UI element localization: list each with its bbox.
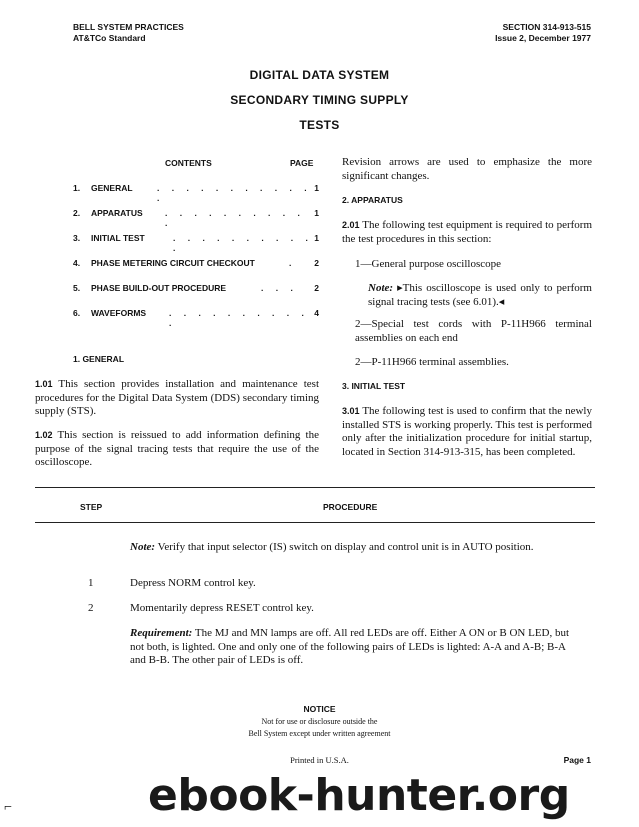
apparatus-note xyxy=(368,282,592,309)
header-practices: BELL SYSTEM PRACTICES xyxy=(73,22,184,32)
step-text: Momentarily depress RESET control key. xyxy=(130,602,314,614)
paragraph-1-01 xyxy=(35,378,319,419)
revision-text: Revision arrows are used to emphasize the more significant changes. xyxy=(342,156,592,182)
paragraph-text: The following test is used to confirm that the newly installed STS is working properly. This test is performed only after the initialization procedure for initial startup, located in Section 314-913-315, has been completed. xyxy=(342,405,592,458)
title-line-1: DIGITAL DATA SYSTEM xyxy=(249,68,390,82)
apparatus-item-2: 2—Special test cords with P-11H966 terminal assemblies on each end xyxy=(355,318,592,344)
requirement-text: The MJ and MN lamps are off. All red LEDs are off. Either A ON or B ON LED, but not both, is lighted. One and only one of the following pairs of LEDs is lighted: A-A and A-B; B-A and B-B. The other pair of LEDs is off. xyxy=(130,627,570,666)
contents-heading: CONTENTS xyxy=(165,158,212,168)
notice-line-2: Bell System except under written agreement xyxy=(248,729,391,738)
apparatus-item-3: 2—P-11H966 terminal assemblies. xyxy=(355,356,509,368)
header-right xyxy=(495,22,591,44)
header-left xyxy=(73,22,184,44)
requirement-label: Requirement: xyxy=(130,627,193,639)
paragraph-text: The following test equipment is required to perform the test procedures in this section: xyxy=(342,219,592,245)
watermark-text: ebook-hunter.org xyxy=(148,770,570,821)
paragraph-number: 1.02 xyxy=(35,430,53,440)
page-number: Page 1 xyxy=(563,755,591,765)
note-label: Note: xyxy=(130,541,156,553)
note-label: Note: xyxy=(368,282,394,294)
title-line-3: TESTS xyxy=(299,118,340,132)
scan-mark: ⌐ xyxy=(4,800,12,815)
initial-test-heading: 3. INITIAL TEST xyxy=(342,381,406,391)
step-text: Depress NORM control key. xyxy=(130,577,256,589)
header-issue: Issue 2, December 1977 xyxy=(495,33,591,43)
step-number: 2 xyxy=(88,602,94,614)
step-number: 1 xyxy=(88,577,94,589)
paragraph-number: 1.01 xyxy=(35,379,53,389)
table-top-rule xyxy=(35,487,595,488)
paragraph-number: 3.01 xyxy=(342,406,360,416)
step-heading: STEP xyxy=(80,502,103,512)
notice-heading: NOTICE xyxy=(303,704,336,714)
revision-arrow-icon: ◂ xyxy=(498,295,505,308)
apparatus-heading: 2. APPARATUS xyxy=(342,195,403,205)
paragraph-3-01 xyxy=(342,405,592,459)
paragraph-number: 2.01 xyxy=(342,220,360,230)
contents-page-heading: PAGE xyxy=(290,158,314,168)
paragraph-text: This section provides installation and maintenance test procedures for the Digital Data System (DDS) secondary timing supply (STS). xyxy=(35,378,319,417)
table-header-rule xyxy=(35,522,595,523)
header-standard: AT&TCo Standard xyxy=(73,33,146,43)
title-line-2: SECONDARY TIMING SUPPLY xyxy=(230,93,409,107)
procedure-heading: PROCEDURE xyxy=(323,502,378,512)
paragraph-2-01 xyxy=(342,219,592,246)
revision-arrow-icon: ▸ xyxy=(397,282,403,294)
apparatus-item-1: 1—General purpose oscilloscope xyxy=(355,258,502,270)
procedure-note xyxy=(130,541,582,555)
paragraph-text: This section is reissued to add information defining the purpose of the signal tracing tests that require the use of the oscilloscope. xyxy=(35,429,319,468)
paragraph-1-02 xyxy=(35,429,319,470)
watermark-logo xyxy=(148,770,628,820)
header-section: SECTION 314-913-515 xyxy=(502,22,591,32)
general-heading: 1. GENERAL xyxy=(73,354,125,364)
requirement xyxy=(130,627,582,668)
notice-line-1: Not for use or disclosure outside the xyxy=(261,717,378,726)
note-text: Verify that input selector (IS) switch on display and control unit is in AUTO position. xyxy=(157,541,534,553)
printed-in: Printed in U.S.A. xyxy=(290,755,349,765)
note-text: This oscilloscope is used only to perform signal tracing tests (see 6.01). xyxy=(368,282,592,308)
